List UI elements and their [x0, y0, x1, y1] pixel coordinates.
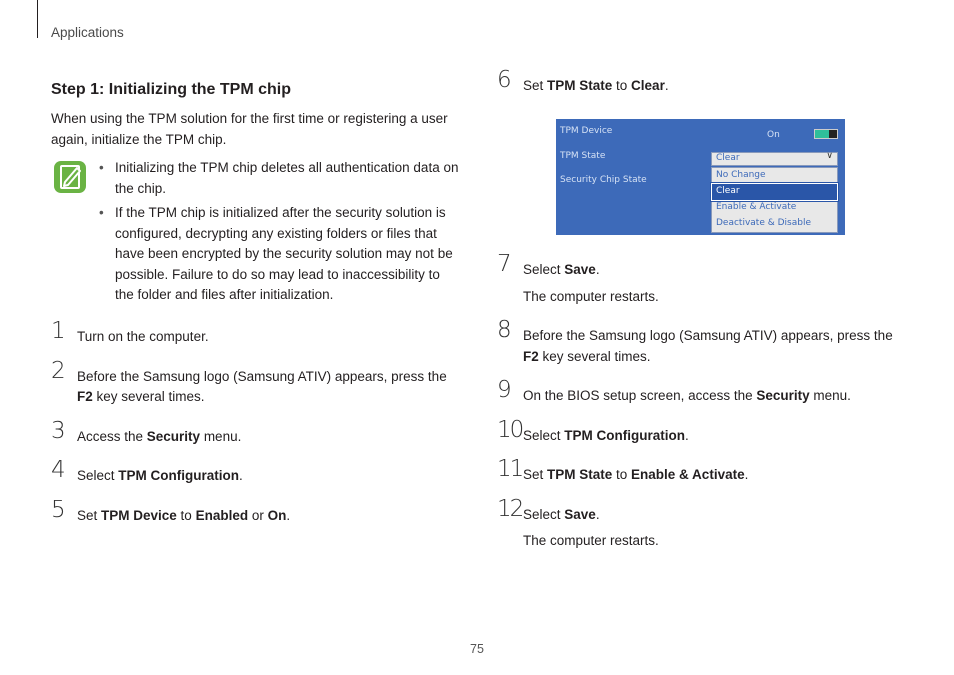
step-1: 1 Turn on the computer.: [51, 318, 209, 344]
bios-tpm-device-value: On: [767, 130, 780, 140]
step-3: 3 Access the Security menu.: [51, 417, 242, 444]
step-8: 8 Before the Samsung logo (Samsung ATIV) appears, press the F2 key several times.: [497, 317, 893, 364]
step-2: 2 Before the Samsung logo (Samsung ATIV) appears, press the F2 key several times.: [51, 357, 447, 404]
step-7-result: The computer restarts.: [523, 288, 659, 304]
bios-label-security-chip-state: Security Chip State: [560, 175, 647, 185]
bios-option-enable-activate[interactable]: Enable & Activate: [716, 202, 797, 212]
step-9: 9 On the BIOS setup screen, access the Security menu.: [497, 377, 851, 403]
header-rule: [37, 0, 38, 38]
step-12: 12 Select Save. The computer restarts.: [497, 505, 907, 552]
bios-option-deactivate-disable[interactable]: Deactivate & Disable: [716, 218, 811, 228]
section-title: Step 1: Initializing the TPM chip: [51, 81, 292, 98]
step-5: 5 Set TPM Device to Enabled or On.: [51, 496, 291, 523]
chevron-down-icon: ∨: [826, 151, 833, 161]
bios-tpm-device-toggle[interactable]: [814, 129, 838, 139]
note-pencil-icon: [53, 160, 87, 194]
left-column: [51, 78, 461, 523]
step-4: 4 Select TPM Configuration.: [51, 457, 243, 483]
page-number: 75: [470, 642, 484, 656]
step-7: 7 Select Save. The computer restarts.: [497, 260, 907, 307]
section-header: Applications: [51, 25, 124, 40]
step-12-result: The computer restarts.: [523, 533, 659, 548]
bios-screenshot: [556, 119, 845, 235]
step-6: 6 Set TPM State to Clear.: [497, 67, 669, 93]
bios-tpm-state-options: [711, 167, 838, 233]
bios-label-tpm-state: TPM State: [560, 151, 606, 161]
note-box: [51, 158, 461, 306]
intro-text: When using the TPM solution for the first time or registering a user again, initialize the TPM chip.: [51, 111, 448, 147]
bios-label-tpm-device: TPM Device: [560, 126, 613, 136]
bios-option-no-change[interactable]: No Change: [716, 170, 766, 180]
step-10: 10 Select TPM Configuration.: [497, 416, 689, 443]
note-item: • Initializing the TPM chip deletes all authentication data on the chip.: [99, 160, 459, 196]
bios-option-clear[interactable]: Clear: [712, 184, 837, 200]
note-item: • If the TPM chip is initialized after the security solution is configured, decrypting any existing folders or files that have been encrypted by the security solution may not be possible. Failure to do so may lead to inaccessibility to the folder and files after initialization.: [99, 205, 453, 302]
step-11: 11 Set TPM State to Enable & Activate.: [497, 456, 749, 482]
bios-tpm-state-dropdown[interactable]: Clear ∨: [711, 152, 838, 166]
